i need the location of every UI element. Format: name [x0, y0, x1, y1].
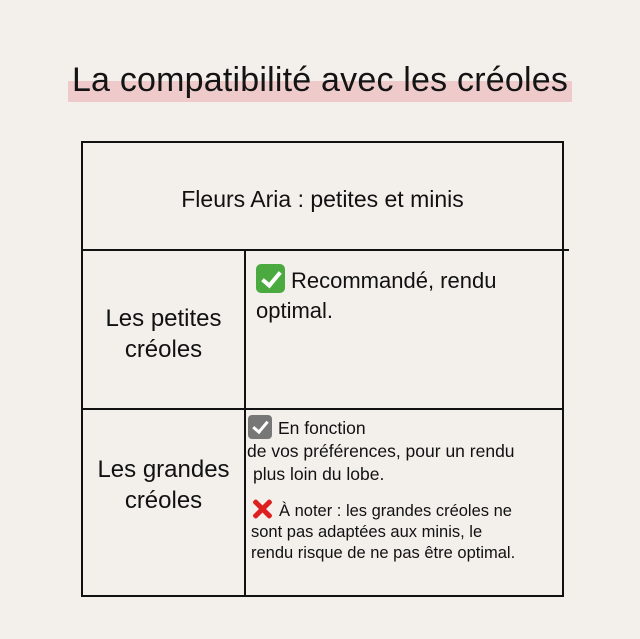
- table-header: [83, 185, 562, 213]
- content-text: En fonction: [278, 418, 366, 438]
- row-label-line: créoles: [124, 336, 203, 363]
- header-divider: [83, 249, 569, 251]
- content-line: [247, 415, 565, 440]
- content-line: [256, 264, 556, 296]
- content-line: plus loin du lobe.: [253, 464, 385, 484]
- row-divider: [83, 408, 562, 410]
- content-line: optimal.: [256, 298, 334, 323]
- title-container: [0, 58, 640, 102]
- table-row-content-petites: [256, 264, 556, 326]
- row-label-line: Les grandes: [97, 456, 230, 483]
- check-mark-grey-icon: [248, 415, 272, 439]
- note-block: [247, 498, 565, 564]
- table-row-label-petites: [83, 303, 244, 365]
- row-label-line: Les petites: [105, 305, 222, 332]
- row-label-line: créoles: [124, 487, 203, 514]
- note-line: sont pas adaptées aux minis, le: [251, 523, 483, 541]
- table-header-text: Fleurs Aria : petites et minis: [181, 186, 464, 212]
- table-row-content-grandes: [247, 415, 565, 564]
- content-text: Recommandé, rendu: [291, 268, 497, 293]
- note-line: [251, 498, 565, 522]
- compatibility-table: [81, 141, 564, 597]
- cross-mark-red-icon: [251, 498, 273, 520]
- page-title: La compatibilité avec les créoles: [68, 58, 572, 102]
- column-divider: [244, 249, 246, 595]
- note-line: rendu risque de ne pas être optimal.: [251, 544, 516, 562]
- table-row-label-grandes: [83, 454, 244, 516]
- note-text: À noter : les grandes créoles ne: [279, 502, 512, 520]
- content-line: de vos préférences, pour un rendu: [247, 441, 515, 461]
- check-mark-green-icon: [256, 264, 285, 293]
